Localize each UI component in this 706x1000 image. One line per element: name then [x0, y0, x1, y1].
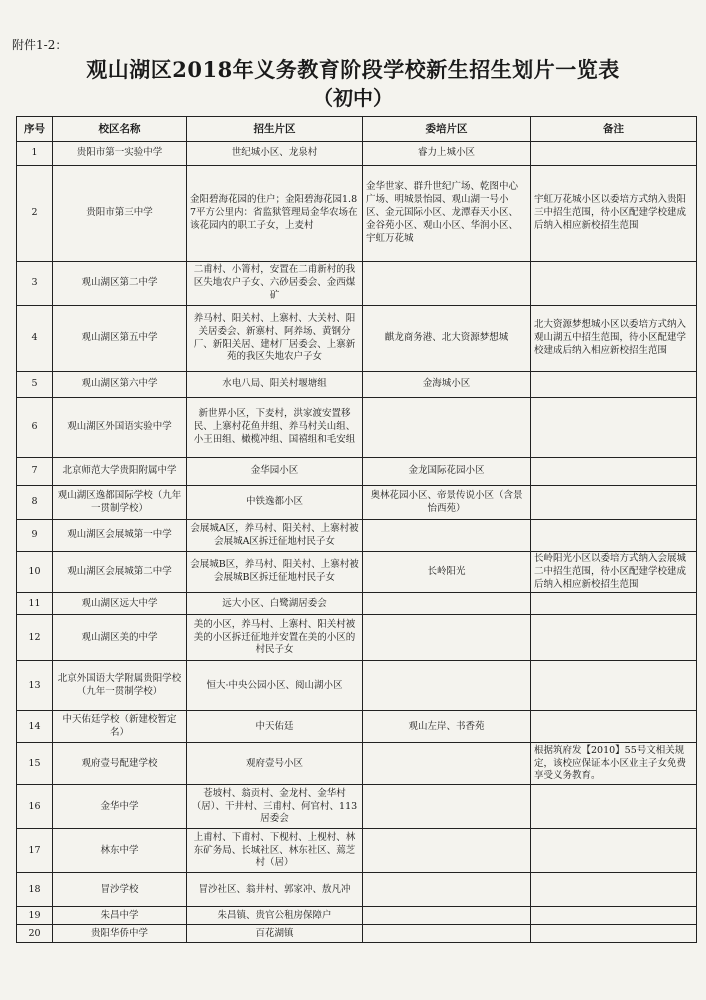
cell-area: 新世界小区，下麦村，洪家渡安置移民、上寨村花鱼井组、养马村关山组、小王田组、橄榄冲组、国禧组和毛安组 [187, 398, 363, 458]
cell-remarks [531, 829, 697, 873]
table-row [17, 166, 697, 262]
cell-seq: 4 [17, 306, 53, 372]
table-row [17, 873, 697, 907]
cell-entrusted [363, 873, 531, 907]
table-row [17, 486, 697, 520]
table-row [17, 458, 697, 486]
cell-area: 恒大·中央公园小区、阅山湖小区 [187, 661, 363, 711]
header-entrusted: 委培片区 [363, 117, 531, 142]
cell-area: 中天佑廷 [187, 711, 363, 743]
cell-seq: 13 [17, 661, 53, 711]
header-area: 招生片区 [187, 117, 363, 142]
cell-area: 会展城A区，养马村、阳关村、上寨村被会展城A区拆迁征地村民子女 [187, 520, 363, 552]
cell-remarks [531, 262, 697, 306]
cell-area: 水电八局、阳关村堰塘组 [187, 372, 363, 398]
cell-school: 观山湖区第五中学 [53, 306, 187, 372]
cell-entrusted: 金华世家、群升世纪广场、乾图中心广场、明城景怡园、观山湖一号小区、金元国际小区、龙潭春天小区、金谷苑小区、观山小区、华润小区、宇虹万花城 [363, 166, 531, 262]
cell-area: 二甫村、小箐村，安置在二甫新村的我区失地农户子女、六砂居委会、金西煤矿 [187, 262, 363, 306]
table-row [17, 743, 697, 785]
cell-remarks: 根据筑府发【2010】55号文相关规定，该校应保证本小区业主子女免费享受义务教育。 [531, 743, 697, 785]
cell-entrusted [363, 907, 531, 925]
cell-remarks [531, 520, 697, 552]
cell-school: 林东中学 [53, 829, 187, 873]
cell-entrusted: 麒龙商务港、北大资源梦想城 [363, 306, 531, 372]
cell-area: 观府壹号小区 [187, 743, 363, 785]
attachment-label: 附件1-2： [12, 38, 68, 52]
cell-school: 北京外国语大学附属贵阳学校（九年一贯制学校） [53, 661, 187, 711]
cell-entrusted: 长岭阳光 [363, 552, 531, 593]
cell-seq: 16 [17, 785, 53, 829]
cell-remarks [531, 142, 697, 166]
cell-seq: 14 [17, 711, 53, 743]
cell-seq: 1 [17, 142, 53, 166]
cell-remarks [531, 615, 697, 661]
cell-school: 观府壹号配建学校 [53, 743, 187, 785]
cell-remarks [531, 925, 697, 943]
table-row [17, 925, 697, 943]
table-row [17, 306, 697, 372]
cell-area: 金阳碧海花园的住户；金阳碧海花园1.87平方公里内：省监狱管理局金华农场在该花园内的职工子女，上麦村 [187, 166, 363, 262]
header-school: 校区名称 [53, 117, 187, 142]
cell-area: 上甫村、下甫村、下枧村、上枧村、林东矿务局、长城社区、林东社区、蔫芝村（居） [187, 829, 363, 873]
cell-entrusted [363, 925, 531, 943]
cell-remarks [531, 661, 697, 711]
table-row [17, 615, 697, 661]
cell-seq: 8 [17, 486, 53, 520]
table-row [17, 520, 697, 552]
table-row [17, 829, 697, 873]
cell-area: 养马村、阳关村、上寨村、大关村、阳关居委会、新寨村、阿养场、黄钢分厂、新阳关居、建材厂居委会、上寨新苑的我区失地农户子女 [187, 306, 363, 372]
cell-seq: 11 [17, 593, 53, 615]
cell-school: 观山湖区美的中学 [53, 615, 187, 661]
enrollment-table [16, 116, 697, 943]
cell-remarks [531, 593, 697, 615]
table-row [17, 142, 697, 166]
cell-entrusted: 奥林花园小区、帝景传说小区（含景怡西苑） [363, 486, 531, 520]
cell-area: 苍坡村、翁贡村、金龙村、金华村（居）、干井村、三甫村、何官村、113居委会 [187, 785, 363, 829]
cell-remarks: 北大资源梦想城小区以委培方式纳入观山湖五中招生范围，待小区配建学校建成后纳入相应新校招生范围 [531, 306, 697, 372]
document-title: 观山湖区2018年义务教育阶段学校新生招生划片一览表 [86, 57, 620, 82]
cell-entrusted [363, 398, 531, 458]
cell-remarks: 长岭阳光小区以委培方式纳入会展城二中招生范围，待小区配建学校建成后纳入相应新校招生范围 [531, 552, 697, 593]
table-header-row [17, 117, 697, 142]
cell-seq: 18 [17, 873, 53, 907]
cell-seq: 6 [17, 398, 53, 458]
header-remarks: 备注 [531, 117, 697, 142]
cell-entrusted [363, 262, 531, 306]
cell-entrusted [363, 615, 531, 661]
cell-area: 世纪城小区、龙泉村 [187, 142, 363, 166]
cell-entrusted [363, 661, 531, 711]
cell-entrusted: 睿力上城小区 [363, 142, 531, 166]
cell-seq: 5 [17, 372, 53, 398]
cell-area: 朱昌镇、贵官公租房保障户 [187, 907, 363, 925]
cell-remarks [531, 873, 697, 907]
cell-area: 百花湖镇 [187, 925, 363, 943]
cell-remarks [531, 785, 697, 829]
cell-seq: 9 [17, 520, 53, 552]
cell-remarks [531, 486, 697, 520]
cell-school: 观山湖区第六中学 [53, 372, 187, 398]
cell-school: 贵阳市第一实验中学 [53, 142, 187, 166]
cell-seq: 19 [17, 907, 53, 925]
cell-remarks [531, 711, 697, 743]
cell-seq: 3 [17, 262, 53, 306]
table-row [17, 907, 697, 925]
table-row [17, 262, 697, 306]
table-row [17, 711, 697, 743]
cell-entrusted: 金海城小区 [363, 372, 531, 398]
cell-school: 北京师范大学贵阳附属中学 [53, 458, 187, 486]
cell-seq: 10 [17, 552, 53, 593]
cell-remarks [531, 398, 697, 458]
cell-entrusted [363, 743, 531, 785]
document-subtitle: （初中） [313, 86, 393, 110]
table-row [17, 593, 697, 615]
cell-remarks [531, 458, 697, 486]
cell-area: 美的小区，养马村、上寨村、阳关村被美的小区拆迁征地并安置在美的小区的村民子女 [187, 615, 363, 661]
cell-remarks [531, 372, 697, 398]
table-row [17, 398, 697, 458]
cell-seq: 17 [17, 829, 53, 873]
cell-seq: 12 [17, 615, 53, 661]
cell-school: 中天佑廷学校（新建校暂定名） [53, 711, 187, 743]
cell-school: 观山湖区第二中学 [53, 262, 187, 306]
cell-entrusted [363, 520, 531, 552]
header-seq: 序号 [17, 117, 53, 142]
cell-entrusted: 观山左岸、书香苑 [363, 711, 531, 743]
cell-school: 观山湖区会展城第一中学 [53, 520, 187, 552]
cell-area: 会展城B区，养马村、阳关村、上寨村被会展城B区拆迁征地村民子女 [187, 552, 363, 593]
cell-school: 金华中学 [53, 785, 187, 829]
cell-school: 观山湖区外国语实验中学 [53, 398, 187, 458]
cell-entrusted [363, 829, 531, 873]
cell-entrusted [363, 593, 531, 615]
cell-school: 冒沙学校 [53, 873, 187, 907]
cell-remarks: 宇虹万花城小区以委培方式纳入贵阳三中招生范围，待小区配建学校建成后纳入相应新校招生范围 [531, 166, 697, 262]
cell-area: 中铁逸都小区 [187, 486, 363, 520]
cell-area: 远大小区、白鹭湖居委会 [187, 593, 363, 615]
cell-seq: 15 [17, 743, 53, 785]
cell-area: 金华园小区 [187, 458, 363, 486]
cell-school: 朱昌中学 [53, 907, 187, 925]
cell-area: 冒沙社区、翁井村、郭家冲、敖凡冲 [187, 873, 363, 907]
table-row [17, 372, 697, 398]
cell-school: 贵阳市第三中学 [53, 166, 187, 262]
cell-school: 贵阳华侨中学 [53, 925, 187, 943]
table-row [17, 661, 697, 711]
cell-school: 观山湖区远大中学 [53, 593, 187, 615]
cell-seq: 2 [17, 166, 53, 262]
cell-seq: 20 [17, 925, 53, 943]
cell-seq: 7 [17, 458, 53, 486]
cell-school: 观山湖区会展城第二中学 [53, 552, 187, 593]
table-row [17, 552, 697, 593]
cell-entrusted: 金龙国际花园小区 [363, 458, 531, 486]
cell-entrusted [363, 785, 531, 829]
cell-remarks [531, 907, 697, 925]
table-row [17, 785, 697, 829]
cell-school: 观山湖区逸都国际学校（九年一贯制学校） [53, 486, 187, 520]
